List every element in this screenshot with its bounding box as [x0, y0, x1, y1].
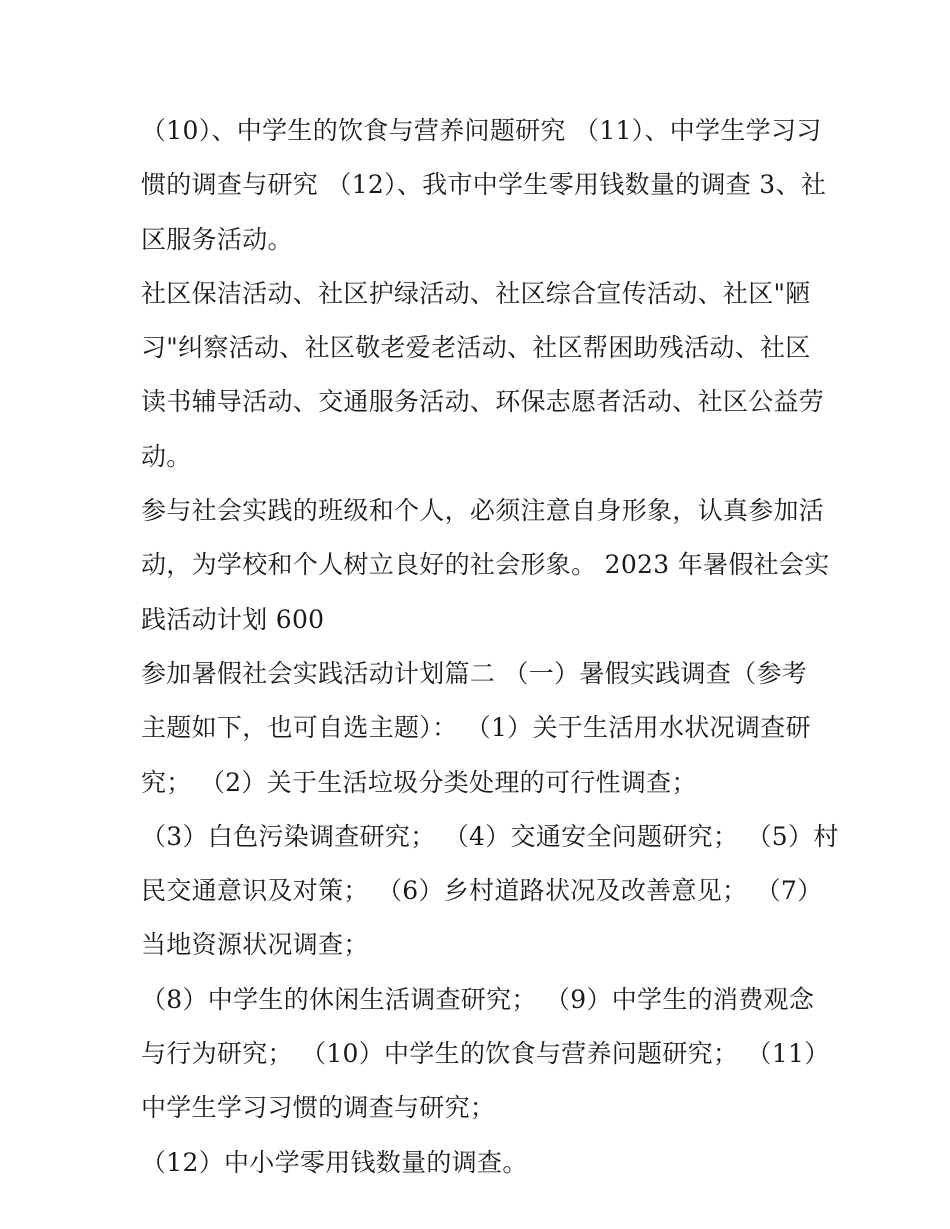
text-line: 当地资源状况调查；: [141, 930, 369, 960]
paragraph-participation-notice: [141, 484, 830, 647]
text-line: 践活动计划 600: [141, 604, 325, 634]
paragraph-topics-3-7: [141, 810, 839, 973]
text-line: 主题如下，也可自选主题）： （1）关于生活用水状况调查研: [141, 713, 811, 743]
text-line: 动。: [141, 441, 192, 471]
document-body: [141, 104, 839, 1190]
text-line: 习"纠察活动、社区敬老爱老活动、社区帮困助残活动、社区: [141, 333, 811, 363]
text-line: 读书辅导活动、交通服务活动、环保志愿者活动、社区公益劳: [141, 387, 825, 417]
text-line: 区服务活动。: [141, 224, 293, 254]
text-line: 中学生学习习惯的调查与研究；: [141, 1093, 496, 1123]
text-line: 参与社会实践的班级和个人，必须注意自身形象，认真参加活: [141, 496, 825, 526]
paragraph-topics-8-11: [141, 973, 830, 1136]
text-line: （10）、中学生的饮食与营养问题研究 （11）、中学生学习习: [141, 116, 822, 145]
paragraph-community-activities: [141, 267, 825, 484]
text-line: 与行为研究； （10）中学生的饮食与营养问题研究； （11）: [141, 1039, 830, 1069]
paragraph-plan-two-intro: [141, 647, 821, 810]
text-line: 社区保洁活动、社区护绿活动、社区综合宣传活动、社区"陋: [141, 278, 811, 308]
paragraph-topic-12: [141, 1136, 821, 1190]
paragraph-survey-topics-continued: [141, 104, 827, 267]
text-line: 究； （2）关于生活垃圾分类处理的可行性调查；: [141, 767, 697, 797]
text-line: （3）白色污染调查研究； （4）交通安全问题研究； （5）村: [141, 821, 839, 851]
text-line: 民交通意识及对策； （6）乡村道路状况及改善意见； （7）: [141, 876, 823, 906]
text-line: 惯的调查与研究 （12）、我市中学生零用钱数量的调查 3、社: [141, 170, 827, 200]
text-line: 动，为学校和个人树立良好的社会形象。 2023 年暑假社会实: [141, 550, 830, 580]
text-line: 参加暑假社会实践活动计划篇二 （一）暑假实践调查（参考: [141, 658, 808, 688]
text-line: （8）中学生的休闲生活调查研究； （9）中学生的消费观念: [141, 984, 815, 1014]
text-line: （12）中小学零用钱数量的调查。: [141, 1147, 528, 1177]
